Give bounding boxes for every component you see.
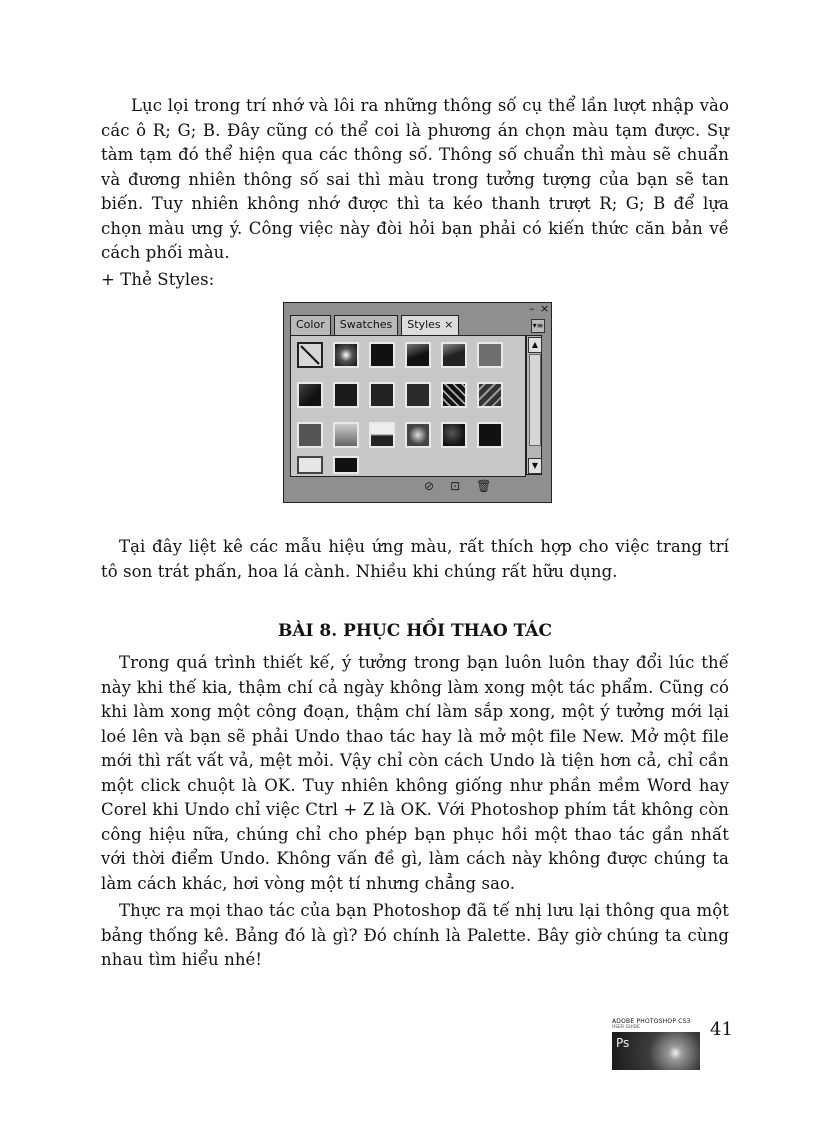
tab-styles[interactable]: Styles × (401, 315, 459, 335)
close-icon[interactable]: × (540, 302, 550, 315)
scroll-down-icon[interactable]: ▼ (528, 458, 542, 474)
panel-titlebar (284, 303, 551, 315)
style-swatch[interactable] (369, 422, 395, 448)
panel-menu-icon[interactable]: ▾≡ (531, 319, 545, 333)
style-swatch[interactable] (405, 422, 431, 448)
panel-tabs (290, 315, 462, 335)
styles-grid (290, 335, 526, 477)
scroll-up-icon[interactable]: ▲ (528, 337, 542, 353)
logo-subtitle: USER GUIDE (612, 1025, 640, 1030)
logo-mark: Ps (616, 1036, 630, 1050)
style-swatch[interactable] (369, 342, 395, 368)
tab-color[interactable]: Color (290, 315, 331, 335)
page-number: 41 (710, 1019, 733, 1040)
paragraph-undo: Trong quá trình thiết kế, ý tưởng trong bạn luôn luôn thay đổi lúc thế này khi thế kia, thậm chí cả ngày không làm xong một tác phẩm. Cũng có khi làm xong một công đoạn, thậm chí làm sắp xong, một ý tưởng mới lại loé lên và bạn sẽ phải Undo thao tác hay là mở một file New. Mở một file mới thì rất vất vả, mệt mỏi. Vậy chỉ còn cách Undo là tiện hơn cả, chỉ cần một click chuột là OK. Tuy nhiên không giống như phần mềm Word hay Corel khi Undo chỉ việc Ctrl + Z là OK. Với Photoshop phím tắt không còn công hiệu nữa, chúng chỉ cho phép bạn phục hồi một thao tác gần nhất với thời điểm Undo. Không vấn đề gì, làm cách này không được chúng ta làm cách khác, hơi vòng một tí nhưng chẳng sao. (101, 653, 729, 893)
new-style-icon[interactable]: ⊡ (450, 479, 461, 493)
style-swatch[interactable] (441, 382, 467, 408)
style-swatch[interactable] (333, 456, 359, 474)
styles-scrollbar[interactable] (526, 335, 542, 475)
style-swatch[interactable] (405, 342, 431, 368)
scroll-thumb[interactable] (529, 354, 541, 446)
paragraph-rgb-values: Lục lọi trong trí nhớ và lôi ra những thông số cụ thể lần lượt nhập vào các ô R; G; B. Đây cũng có thể coi là phương án chọn màu tạm được. Sự tàm tạm đó thể hiện qua các thông số. Thông số chuẩn thì màu sẽ chuẩn và đương nhiên thông số sai thì màu trong tưởng tượng của bạn sẽ tan biến. Tuy nhiên không nhớ được thì ta kéo thanh trượt R; G; B để lựa chọn màu ưng ý. Công việc này đòi hỏi bạn phải có kiến thức căn bản về cách phối màu. (101, 96, 729, 262)
book-logo (612, 1018, 700, 1070)
clear-style-icon[interactable]: ⊘ (424, 479, 435, 493)
style-swatch[interactable] (297, 382, 323, 408)
styles-palette-figure (283, 302, 552, 503)
paragraph-palette: Thực ra mọi thao tác của bạn Photoshop đã tế nhị lưu lại thông qua một bảng thống kê. Bảng đó là gì? Đó chính là Palette. Bây giờ chúng ta cùng nhau tìm hiểu nhé! (101, 901, 729, 969)
style-swatch[interactable] (441, 422, 467, 448)
style-swatch[interactable] (441, 342, 467, 368)
minimize-icon[interactable]: – (529, 302, 535, 315)
style-swatch[interactable] (333, 342, 359, 368)
photoshop-logo-icon (612, 1032, 700, 1070)
tab-swatches[interactable]: Swatches (334, 315, 399, 335)
style-swatch[interactable] (477, 382, 503, 408)
section-heading: BÀI 8. PHỤC HỒI THAO TÁC (277, 621, 553, 641)
style-swatch[interactable] (333, 382, 359, 408)
panel-footer (424, 479, 491, 493)
style-swatch[interactable] (477, 422, 503, 448)
logo-title: ADOBE PHOTOSHOP CS3 (612, 1018, 691, 1025)
paragraph-styles-description: Tại đây liệt kê các mẫu hiệu ứng màu, rất thích hợp cho việc trang trí tô son trát phấn, hoa lá cành. Nhiều khi chúng rất hữu dụng. (101, 537, 729, 581)
style-swatch[interactable] (297, 456, 323, 474)
style-swatch[interactable] (405, 382, 431, 408)
style-swatch[interactable] (297, 422, 323, 448)
style-swatch[interactable] (369, 382, 395, 408)
style-none[interactable] (297, 342, 323, 368)
delete-icon[interactable]: 🗑 (476, 479, 492, 493)
no-style-icon (299, 344, 321, 366)
paragraph-styles-tab-label: + Thẻ Styles: (101, 270, 215, 289)
style-swatch[interactable] (477, 342, 503, 368)
style-swatch[interactable] (333, 422, 359, 448)
